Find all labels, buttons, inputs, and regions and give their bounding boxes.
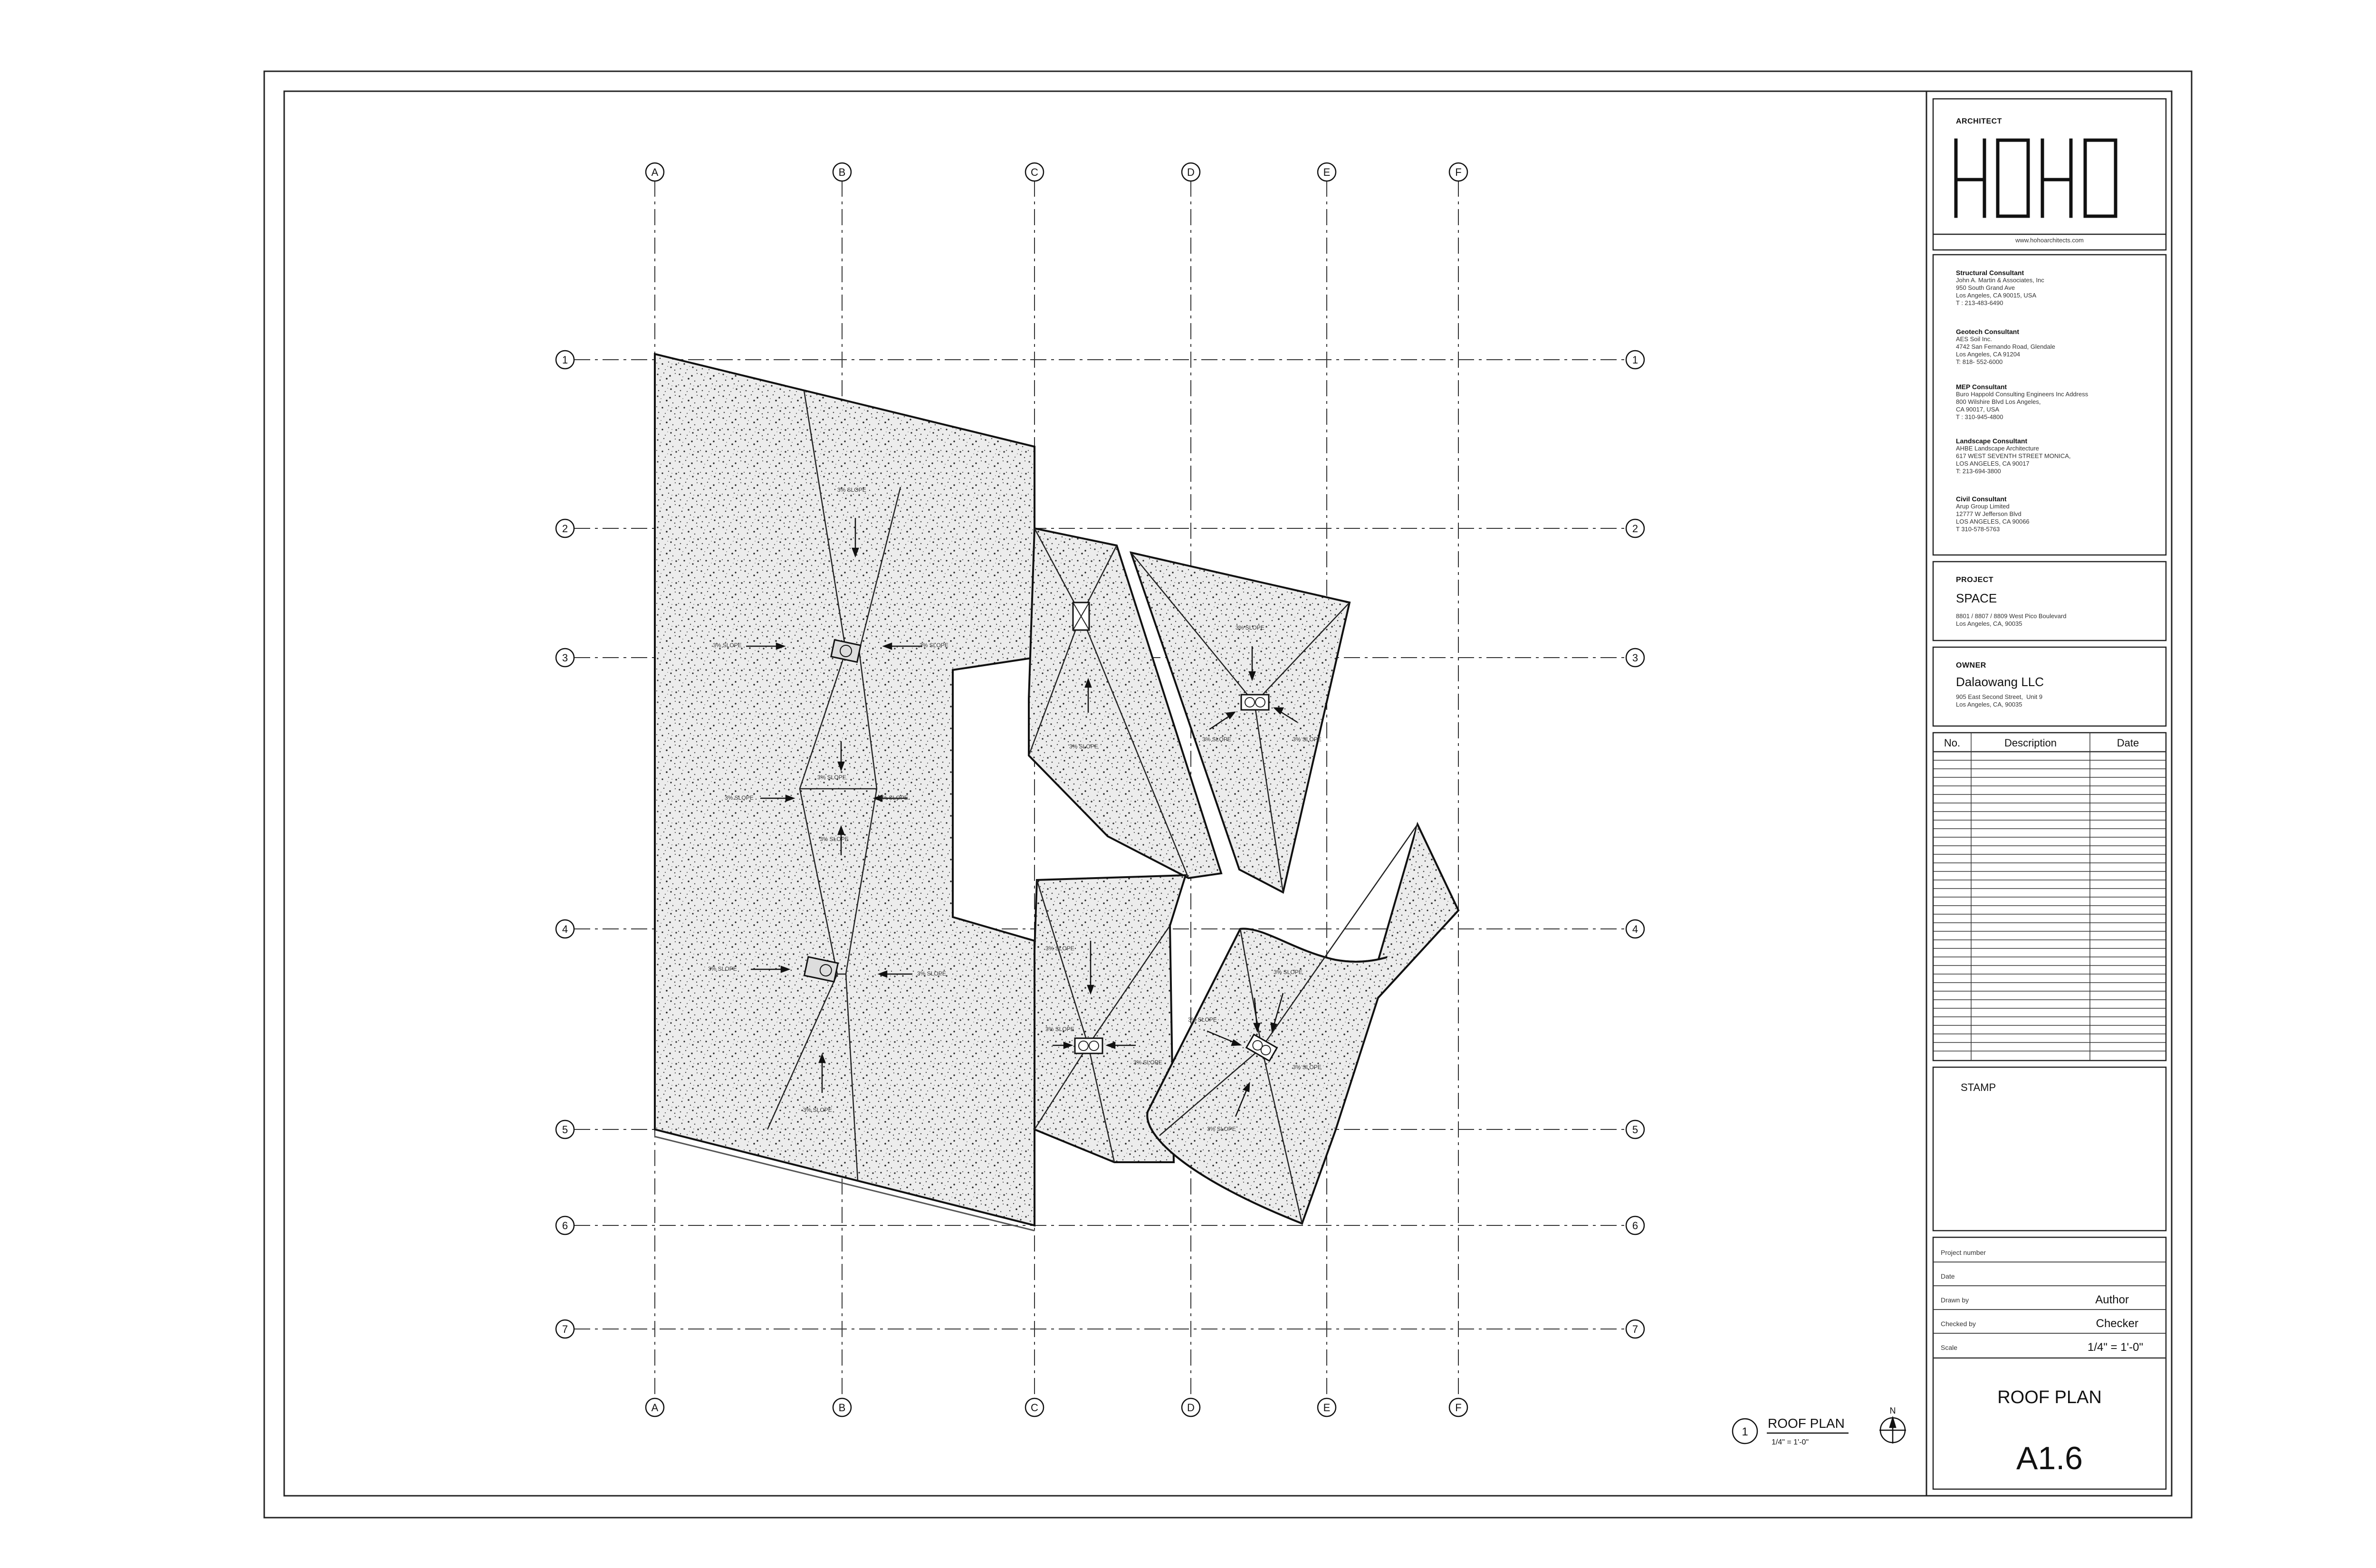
- consultant-title: MEP Consultant: [1956, 383, 2007, 391]
- slope-label: 3% SLOPE: [1274, 969, 1303, 975]
- grid-bubble-7-right: [1626, 1320, 1644, 1338]
- consultant-title: Geotech Consultant: [1956, 328, 2020, 335]
- svg-text:4: 4: [1632, 923, 1638, 935]
- slope-label: 3% SLOPE: [837, 487, 866, 493]
- slope-label: 3% SLOPE: [1293, 736, 1322, 743]
- grid-bubble-4-left: [556, 920, 574, 938]
- svg-text:B: B: [838, 166, 846, 178]
- svg-text:1: 1: [562, 354, 568, 366]
- revision-header-description: Description: [2004, 737, 2057, 749]
- grid-bubble-3-right: [1626, 649, 1644, 667]
- consultants-list: [1956, 269, 2156, 547]
- info-label-scale: Scale: [1941, 1344, 1958, 1351]
- slope-label: 3% SLOPE: [1207, 1126, 1236, 1132]
- project-city: Los Angeles, CA, 90035: [1956, 620, 2022, 627]
- svg-text:F: F: [1455, 1402, 1462, 1414]
- consultant-line: AES Soil Inc.: [1956, 335, 1992, 343]
- svg-text:D: D: [1187, 1402, 1195, 1414]
- grid-bubble-6-left: [556, 1216, 574, 1234]
- consultant-line: LOS ANGELES, CA 90017: [1956, 460, 2030, 467]
- consultant-line: T : 310-945-4800: [1956, 413, 2003, 421]
- slope-label: 3% SLOPE: [1045, 945, 1074, 952]
- grid-bubble-D-top: [1182, 163, 1200, 181]
- slope-label: 3% SLOPE: [1202, 736, 1231, 743]
- slope-label: 3% SLOPE: [1293, 1064, 1322, 1071]
- grid-bubble-4-right: [1626, 920, 1644, 938]
- svg-text:C: C: [1031, 1402, 1038, 1414]
- consultant-line: 800 Wilshire Blvd Los Angeles,: [1956, 398, 2041, 405]
- consultant-line: CA 90017, USA: [1956, 406, 2000, 413]
- grid-bubble-5-right: [1626, 1120, 1644, 1138]
- info-value-drawn-by: Author: [2095, 1293, 2129, 1306]
- view-scale: 1/4" = 1'-0": [1772, 1438, 1809, 1446]
- slope-label: 3% SLOPE: [817, 774, 846, 781]
- consultant-mep: [1956, 383, 2156, 437]
- consultant-title: Civil Consultant: [1956, 495, 2007, 503]
- svg-text:A: A: [651, 1402, 659, 1414]
- svg-text:1: 1: [1632, 354, 1638, 366]
- owner-address: 905 East Second Street, Unit 9: [1956, 693, 2043, 700]
- architect-label: ARCHITECT: [1956, 117, 2002, 125]
- owner-city: Los Angeles, CA, 90035: [1956, 701, 2022, 708]
- grid-bubble-D-bottom: [1182, 1398, 1200, 1416]
- consultant-line: 950 South Grand Ave: [1956, 284, 2015, 291]
- consultant-title: Structural Consultant: [1956, 269, 2024, 277]
- consultant-line: LOS ANGELES, CA 90066: [1956, 518, 2030, 525]
- roof-southeast: [1147, 824, 1458, 1224]
- slope-label: 3% SLOPE: [1236, 624, 1265, 631]
- owner-label: OWNER: [1956, 661, 1986, 669]
- grid-bubble-A-top: [646, 163, 664, 181]
- grid-bubble-6-right: [1626, 1216, 1644, 1234]
- svg-text:F: F: [1455, 166, 1462, 178]
- grid-bubble-7-left: [556, 1320, 574, 1338]
- north-label: N: [1889, 1406, 1896, 1415]
- grid-bubble-E-top: [1318, 163, 1336, 181]
- consultant-line: T: 818- 552-6000: [1956, 358, 2003, 365]
- architect-website[interactable]: www.hohoarchitects.com: [2015, 237, 2084, 244]
- consultant-line: 4742 San Fernando Road, Glendale: [1956, 343, 2055, 350]
- project-name: SPACE: [1956, 591, 1997, 605]
- slope-label: 3% SLOPE: [917, 970, 946, 977]
- svg-text:7: 7: [1632, 1323, 1638, 1335]
- consultant-geotech: [1956, 328, 2156, 383]
- slope-label: 3% SLOPE: [1045, 1026, 1074, 1033]
- consultant-line: T 310-578-5763: [1956, 526, 2000, 533]
- info-label-drawn-by: Drawn by: [1941, 1296, 1969, 1304]
- svg-text:E: E: [1323, 1402, 1331, 1414]
- consultant-landscape: [1956, 437, 2156, 495]
- svg-text:4: 4: [562, 923, 568, 935]
- slope-label: 3% SLOPE: [713, 642, 742, 649]
- svg-text:C: C: [1031, 166, 1038, 178]
- consultant-line: John A. Martin & Associates, Inc: [1956, 277, 2044, 284]
- grid-bubble-F-bottom: [1449, 1398, 1467, 1416]
- consultant-line: Los Angeles, CA 90015, USA: [1956, 292, 2037, 299]
- slope-label: 3% SLOPE: [879, 794, 908, 801]
- svg-text:E: E: [1323, 166, 1331, 178]
- consultant-line: T: 213-694-3800: [1956, 468, 2001, 475]
- svg-text:3: 3: [562, 652, 568, 664]
- grid-bubble-5-left: [556, 1120, 574, 1138]
- svg-text:A: A: [651, 166, 659, 178]
- grid-bubble-2-left: [556, 519, 574, 537]
- consultant-structural: [1956, 269, 2156, 328]
- revision-table: [1933, 733, 2166, 1061]
- consultant-title: Landscape Consultant: [1956, 437, 2028, 445]
- svg-text:6: 6: [562, 1220, 568, 1232]
- consultant-line: T : 213-483-6490: [1956, 299, 2003, 306]
- slope-label: 3% SLOPE: [920, 642, 948, 649]
- owner-name: Dalaowang LLC: [1956, 675, 2044, 689]
- grid-bubble-B-top: [833, 163, 851, 181]
- north-arrow-icon: [1879, 1417, 1906, 1444]
- project-label: PROJECT: [1956, 576, 1994, 584]
- svg-text:5: 5: [562, 1124, 568, 1136]
- view-title: [1733, 1406, 1906, 1446]
- consultant-line: Buro Happold Consulting Engineers Inc Address: [1956, 391, 2089, 398]
- svg-text:D: D: [1187, 166, 1195, 178]
- svg-text:6: 6: [1632, 1220, 1638, 1232]
- project-info: [1956, 576, 2156, 628]
- slope-label: 3% SLOPE: [708, 966, 737, 972]
- consultant-line: AHBE Landscape Architecture: [1956, 445, 2039, 452]
- project-address: 8801 / 8807 / 8809 West Pico Boulevard: [1956, 612, 2067, 620]
- grid-bubble-C-top: [1025, 163, 1044, 181]
- svg-text:7: 7: [562, 1323, 568, 1335]
- info-label-date: Date: [1941, 1272, 1955, 1280]
- consultant-line: 12777 W Jefferson Blvd: [1956, 510, 2022, 517]
- revision-header-date: Date: [2117, 737, 2139, 749]
- roof-west: [655, 354, 1035, 1231]
- info-label-checked-by: Checked by: [1941, 1320, 1976, 1328]
- sheet-number: A1.6: [2016, 1440, 2083, 1476]
- grid-bubble-B-bottom: [833, 1398, 851, 1416]
- view-number: 1: [1742, 1425, 1748, 1438]
- revision-header-no: No.: [1944, 737, 1961, 749]
- roof-west-outline: [655, 354, 1035, 1225]
- grid-bubble-1-left: [556, 351, 574, 369]
- slope-label: 3% SLOPE: [1133, 1059, 1162, 1066]
- grid-bubble-A-bottom: [646, 1398, 664, 1416]
- grid-bubble-C-bottom: [1025, 1398, 1044, 1416]
- svg-text:3: 3: [1632, 652, 1638, 664]
- hoho-logo: [1956, 140, 2116, 216]
- slope-label: 3% SLOPE: [820, 836, 849, 842]
- slope-label: 3% SLOPE: [803, 1107, 832, 1113]
- owner-info: [1956, 661, 2156, 708]
- svg-text:2: 2: [1632, 523, 1638, 535]
- slope-label: 3% SLOPE: [725, 794, 754, 801]
- info-label-project-number: Project number: [1941, 1249, 1986, 1256]
- grid-bubble-F-top: [1449, 163, 1467, 181]
- svg-text:B: B: [838, 1402, 846, 1414]
- slope-label: 3% SLOPE: [1188, 1016, 1217, 1023]
- sheet-title: ROOF PLAN: [1997, 1387, 2102, 1407]
- consultant-line: Los Angeles, CA 91204: [1956, 351, 2021, 358]
- grid-bubble-2-right: [1626, 519, 1644, 537]
- consultant-line: Arup Group Limited: [1956, 503, 2010, 510]
- grid-bubble-1-right: [1626, 351, 1644, 369]
- info-value-scale: 1/4" = 1'-0": [2087, 1341, 2143, 1354]
- view-name: ROOF PLAN: [1768, 1416, 1845, 1431]
- info-value-checked-by: Checker: [2096, 1317, 2138, 1330]
- consultant-line: 617 WEST SEVENTH STREET MONICA,: [1956, 452, 2071, 459]
- stamp-label: STAMP: [1961, 1081, 1996, 1093]
- slope-label: 3% SLOPE: [1069, 743, 1098, 750]
- revisions-box: [1933, 733, 2166, 1061]
- consultant-civil: [1956, 495, 2156, 547]
- grid-bubble-3-left: [556, 649, 574, 667]
- svg-text:5: 5: [1632, 1124, 1638, 1136]
- svg-text:2: 2: [562, 523, 568, 535]
- grid-bubble-E-bottom: [1318, 1398, 1336, 1416]
